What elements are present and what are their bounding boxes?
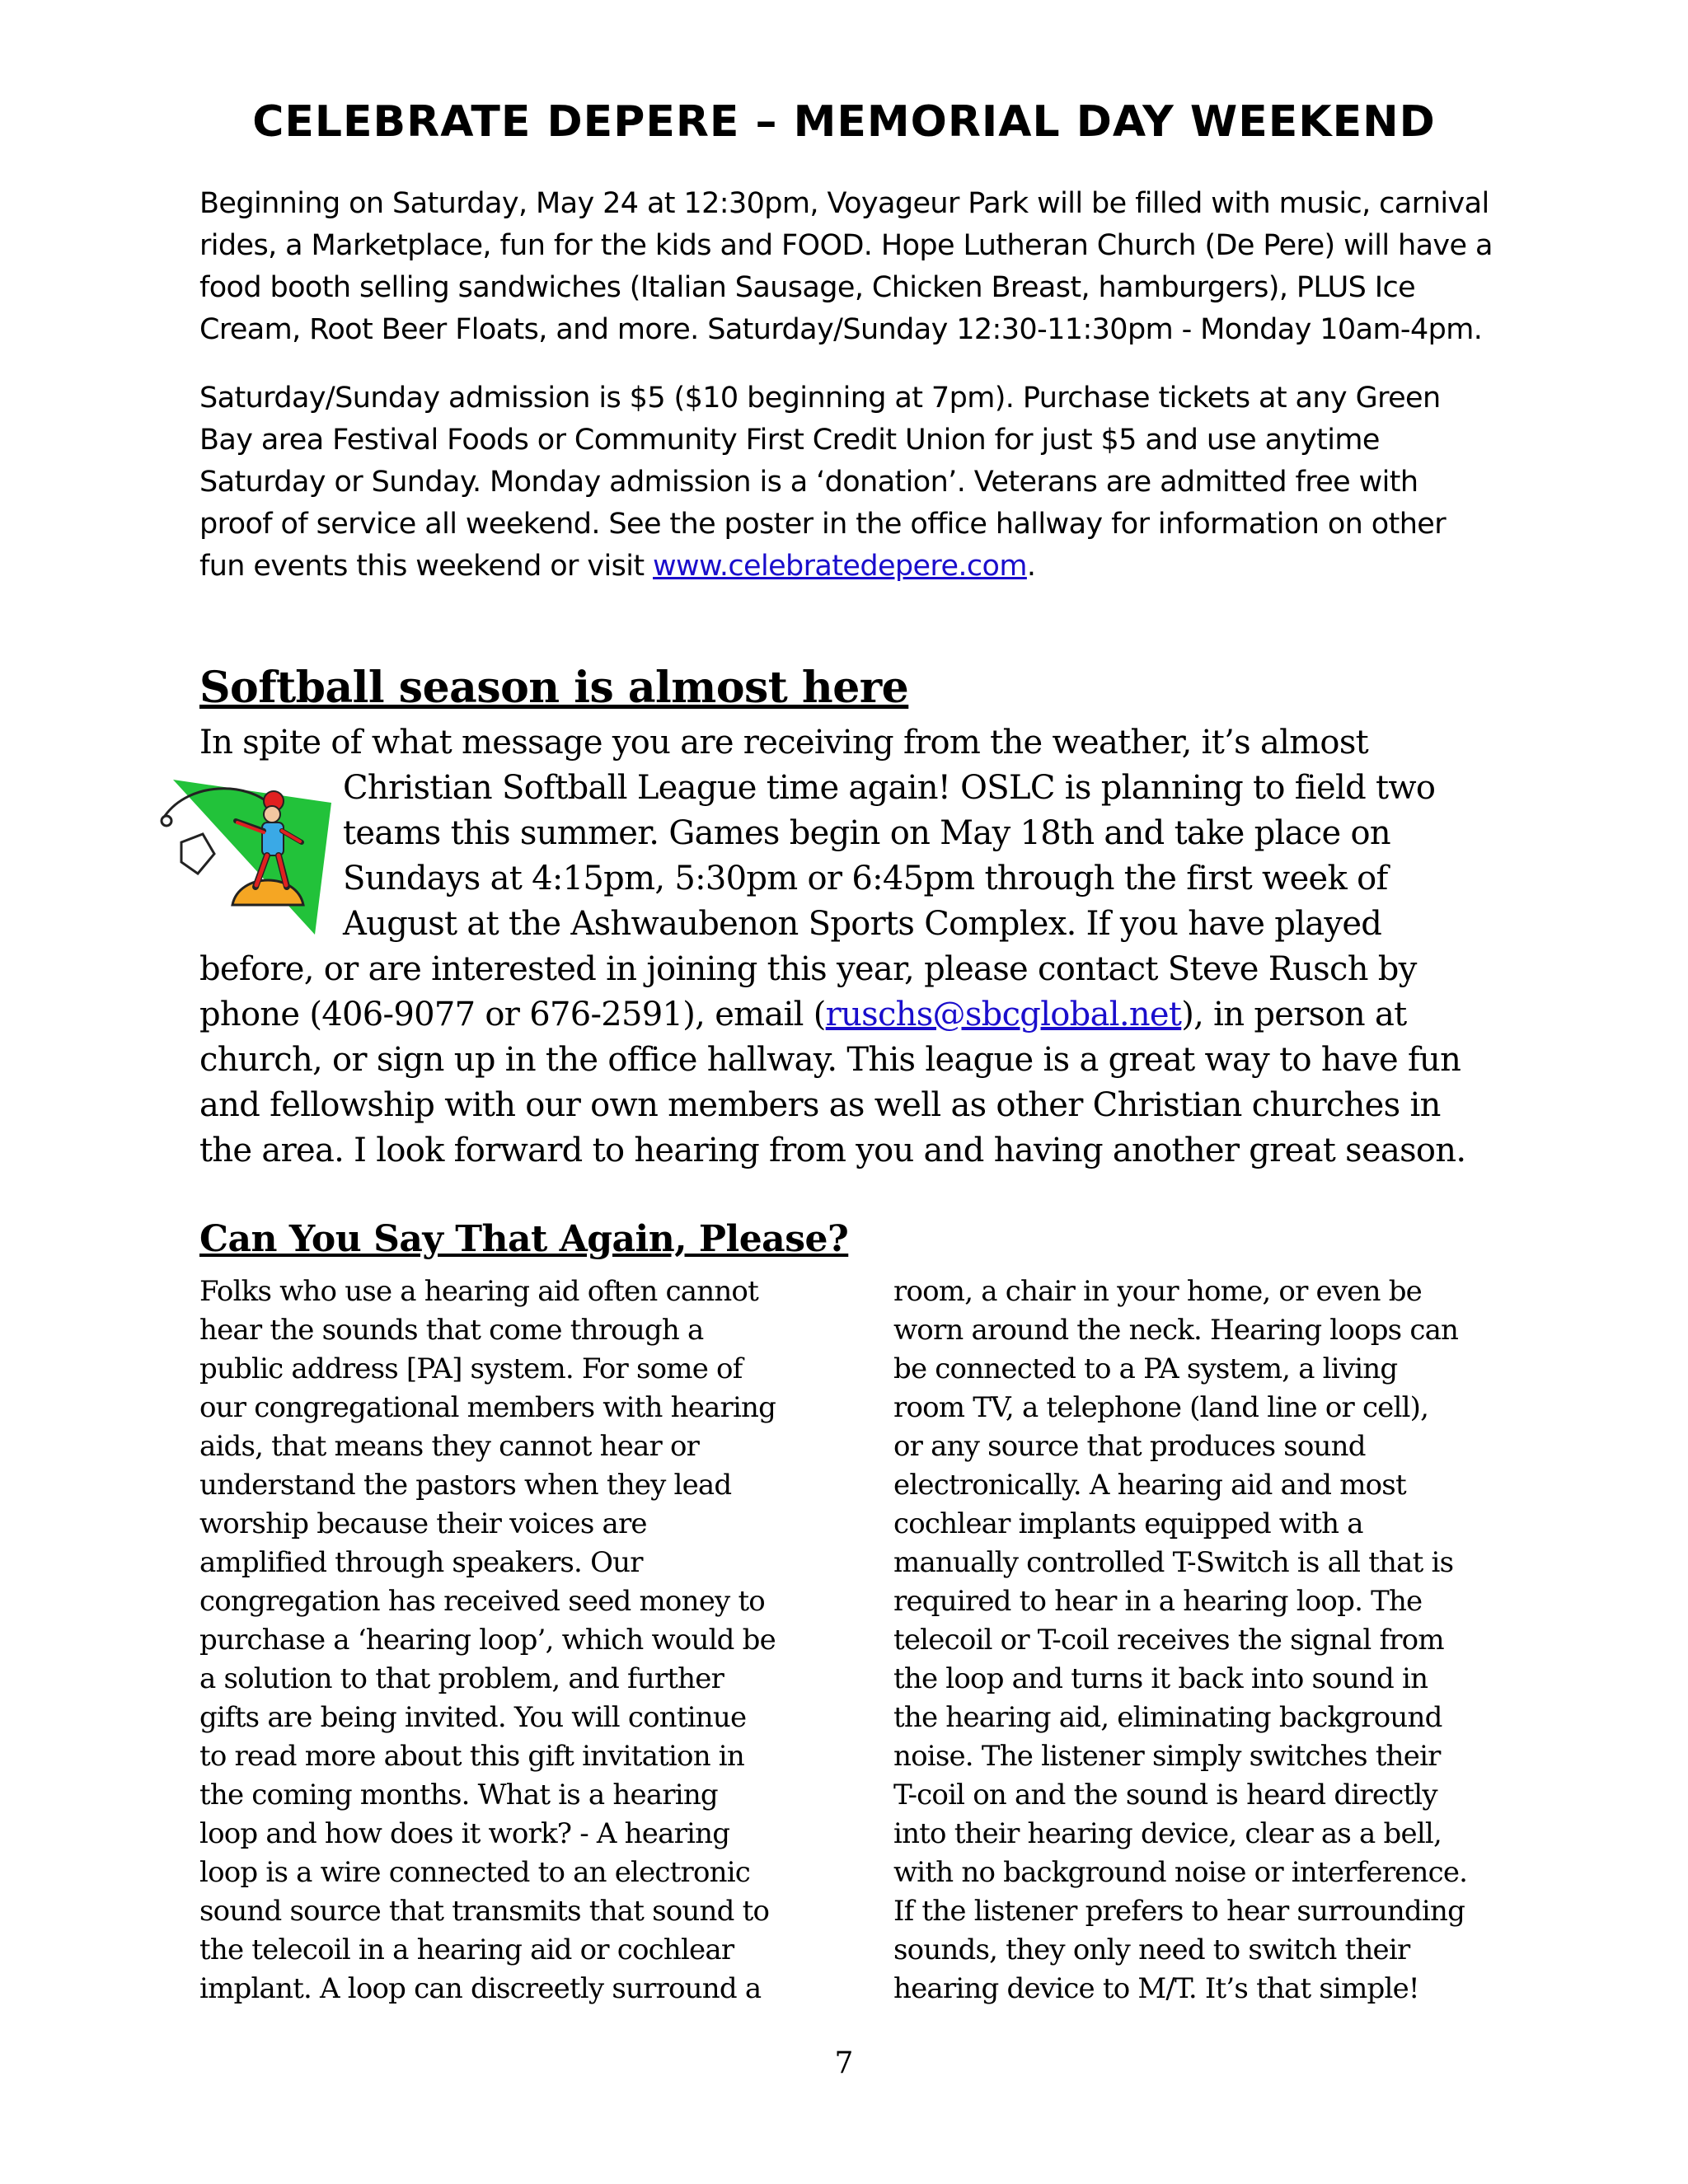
softball-line: In spite of what message you are receiving from the weather, it’s almost (199, 724, 1369, 762)
hearing-line: the loop and turns it back into sound in (893, 1662, 1428, 1695)
hearing-line: required to hear in a hearing loop. The (893, 1585, 1423, 1618)
hearing-line: the telecoil in a hearing aid or cochlear (199, 1933, 734, 1966)
hearing-line: with no background noise or interference. (893, 1856, 1468, 1889)
softball-line: August at the Ashwaubenon Sports Complex. If you have played (343, 905, 1382, 943)
softball-contact-text: phone (406-9077 or 676-2591), email ( (199, 996, 826, 1033)
hearing-line: telecoil or T-coil receives the signal from (893, 1624, 1444, 1657)
hearing-line: Folks who use a hearing aid often cannot (199, 1275, 758, 1308)
softball-email-link[interactable]: ruschs@sbcglobal.net (825, 996, 1182, 1033)
hearing-line: room TV, a telephone (land line or cell), (893, 1391, 1429, 1424)
softball-line: Christian Softball League time again! OSLC is planning to field two (343, 769, 1436, 807)
softball-line: before, or are interested in joining this year, please contact Steve Rusch by (199, 950, 1417, 988)
softball-contact-text-end: ), in person at (1181, 996, 1407, 1033)
hearing-line: worn around the neck. Hearing loops can (893, 1314, 1459, 1347)
softball-line: Sundays at 4:15pm, 5:30pm or 6:45pm through the first week of (343, 860, 1388, 898)
hearing-line: gifts are being invited. You will continue (199, 1701, 747, 1734)
hearing-line: hear the sounds that come through a (199, 1314, 704, 1347)
hearing-line: manually controlled T-Switch is all that is (893, 1546, 1454, 1579)
hearing-line: aids, that means they cannot hear or (199, 1430, 700, 1463)
page-number: 7 (834, 2046, 854, 2080)
hearing-line: noise. The listener simply switches their (893, 1740, 1441, 1773)
hearing-column-left (199, 1272, 851, 2008)
page-title: CELEBRATE DEPERE – MEMORIAL DAY WEEKEND (252, 97, 1436, 147)
hearing-line: worship because their voices are (199, 1507, 647, 1540)
hearing-line: implant. A loop can discreetly surround a (199, 1972, 762, 2005)
softball-article (199, 720, 1502, 1174)
hearing-column-right (893, 1272, 1545, 2008)
hearing-line: electronically. A hearing aid and most (893, 1469, 1406, 1502)
hearing-line: understand the pastors when they lead (199, 1469, 732, 1502)
hearing-line: the coming months. What is a hearing (199, 1779, 718, 1811)
softball-heading: Softball season is almost here (199, 663, 909, 713)
hearing-line: loop and how does it work? - A hearing (199, 1817, 730, 1850)
softball-line: the area. I look forward to hearing from you and having another great season. (199, 1132, 1466, 1169)
hearing-line: a solution to that problem, and further (199, 1662, 724, 1695)
softball-contact-line (199, 992, 1502, 1038)
celebrate-paragraph-2-end: . (1026, 550, 1036, 583)
hearing-line: or any source that produces sound (893, 1430, 1366, 1463)
hearing-line: room, a chair in your home, or even be (893, 1275, 1423, 1308)
softball-line: church, or sign up in the office hallway. This league is a great way to have fun (199, 1041, 1461, 1079)
softball-line: teams this summer. Games begin on May 18th and take place on (343, 814, 1390, 852)
hearing-line: hearing device to M/T. It’s that simple! (893, 1972, 1419, 2005)
softball-player-icon (157, 773, 338, 938)
hearing-line: our congregational members with hearing (199, 1391, 776, 1424)
hearing-line: sound source that transmits that sound to (199, 1895, 770, 1928)
hearing-line: cochlear implants equipped with a (893, 1507, 1363, 1540)
celebrate-website-link[interactable]: www.celebratedepere.com (653, 550, 1027, 583)
hearing-line: congregation has received seed money to (199, 1585, 765, 1618)
hearing-line: T-coil on and the sound is heard directly (893, 1779, 1437, 1811)
hearing-line: into their hearing device, clear as a bell, (893, 1817, 1442, 1850)
hearing-line: If the listener prefers to hear surrounding (893, 1895, 1465, 1928)
hearing-line: the hearing aid, eliminating background (893, 1701, 1442, 1734)
hearing-line: to read more about this gift invitation in (199, 1740, 744, 1773)
hearing-line: be connected to a PA system, a living (893, 1352, 1398, 1385)
celebrate-paragraph-2 (199, 377, 1493, 588)
celebrate-paragraph-2-text: Saturday/Sunday admission is $5 ($10 beginning at 7pm). Purchase tickets at any Green Bay area Festival Foods or Community First Credit Union for just $5 and use anytime Saturday or Sunday. Monday admission is a ‘donation’. Veterans are admitted free with proof of service all weekend. See the poster in the office hallway for information on other fun events this weekend or visit (199, 382, 1447, 583)
hearing-line: sounds, they only need to switch their (893, 1933, 1410, 1966)
hearing-heading: Can You Say That Again, Please? (199, 1218, 849, 1260)
hearing-line: public address [PA] system. For some of (199, 1352, 743, 1385)
celebrate-paragraph-1: Beginning on Saturday, May 24 at 12:30pm, Voyageur Park will be filled with music, carnival rides, a Marketplace, fun for the kids and FOOD. Hope Lutheran Church (De Pere) will have a food booth selling sandwiches (Italian Sausage, Chicken Breast, hamburgers), PLUS Ice Cream, Root Beer Floats, and more. Saturday/Sunday 12:30-11:30pm - Monday 10am-4pm. (199, 187, 1493, 346)
hearing-line: loop is a wire connected to an electronic (199, 1856, 751, 1889)
hearing-line: amplified through speakers. Our (199, 1546, 643, 1579)
softball-line: and fellowship with our own members as well as other Christian churches in (199, 1086, 1441, 1124)
hearing-line: purchase a ‘hearing loop’, which would be (199, 1624, 776, 1657)
